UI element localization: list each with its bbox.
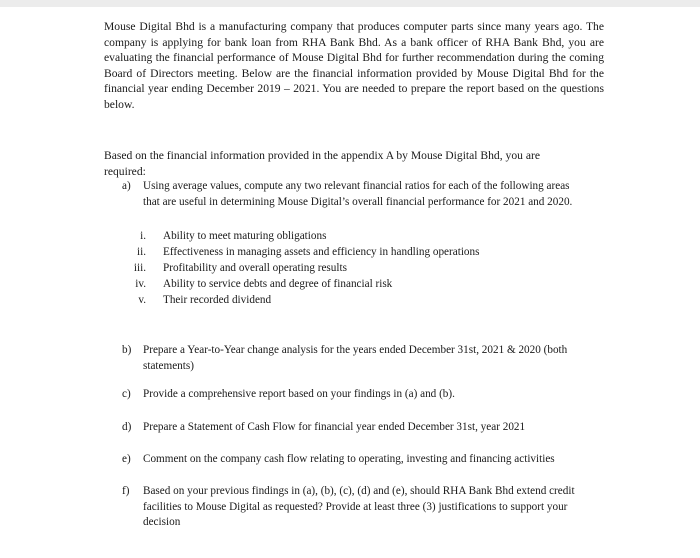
- sub-item-text: Their recorded dividend: [163, 294, 272, 306]
- question-e-text: Comment on the company cash flow relating to operating, investing and financing activities: [143, 453, 555, 465]
- question-b-text: Prepare a Year-to-Year change analysis for the years ended December 31st, 2021 & 2020 (both statements): [143, 344, 568, 372]
- question-d-label: d): [122, 421, 132, 433]
- required-paragraph: Based on the financial information provided in the appendix A by Mouse Digital Bhd, you are required:: [104, 149, 540, 178]
- sub-item-text: Ability to service debts and degree of financial risk: [163, 278, 393, 290]
- question-b-label: b): [122, 344, 132, 356]
- question-f-text: Based on your previous findings in (a), (b), (c), (d) and (e), should RHA Bank Bhd extend credit facilities to Mouse Digital as requested? Provide at least three (3) justifications to support your decision: [143, 485, 575, 529]
- question-f-label: f): [122, 485, 130, 497]
- sub-item-number: v.: [138, 294, 146, 306]
- top-edge: [0, 0, 700, 7]
- document-page: [0, 7, 700, 558]
- sub-item-text: Ability to meet maturing obligations: [163, 230, 327, 242]
- question-c-label: c): [122, 388, 131, 400]
- intro-paragraph: Mouse Digital Bhd is a manufacturing company that produces computer parts since many years ago. The company is applying for bank loan from RHA Bank Bhd. As a bank officer of RHA Bank Bhd, you are evaluating the financial performance of Mouse Digital Bhd for further recommendation during the coming Board of Directors meeting. Below are the financial information provided by Mouse Digital Bhd for the financial year ending December 2019 – 2021. You are needed to prepare the report based on the questions below.: [104, 20, 604, 111]
- sub-item-number: i.: [140, 230, 146, 242]
- question-a-label: a): [122, 180, 131, 192]
- sub-item-number: iii.: [133, 262, 146, 274]
- question-c-text: Provide a comprehensive report based on your findings in (a) and (b).: [143, 388, 455, 400]
- sub-item-text: Profitability and overall operating results: [163, 262, 347, 274]
- sub-item-number: iv.: [135, 278, 146, 290]
- question-e-label: e): [122, 453, 131, 465]
- question-d-text: Prepare a Statement of Cash Flow for financial year ended December 31st, year 2021: [143, 421, 526, 433]
- question-a-text: Using average values, compute any two relevant financial ratios for each of the following areas that are useful in determining Mouse Digital’s overall financial performance for 2021 and 2020.: [143, 180, 573, 208]
- sub-item-number: ii.: [136, 246, 146, 258]
- sub-item-text: Effectiveness in managing assets and efficiency in handling operations: [163, 246, 480, 258]
